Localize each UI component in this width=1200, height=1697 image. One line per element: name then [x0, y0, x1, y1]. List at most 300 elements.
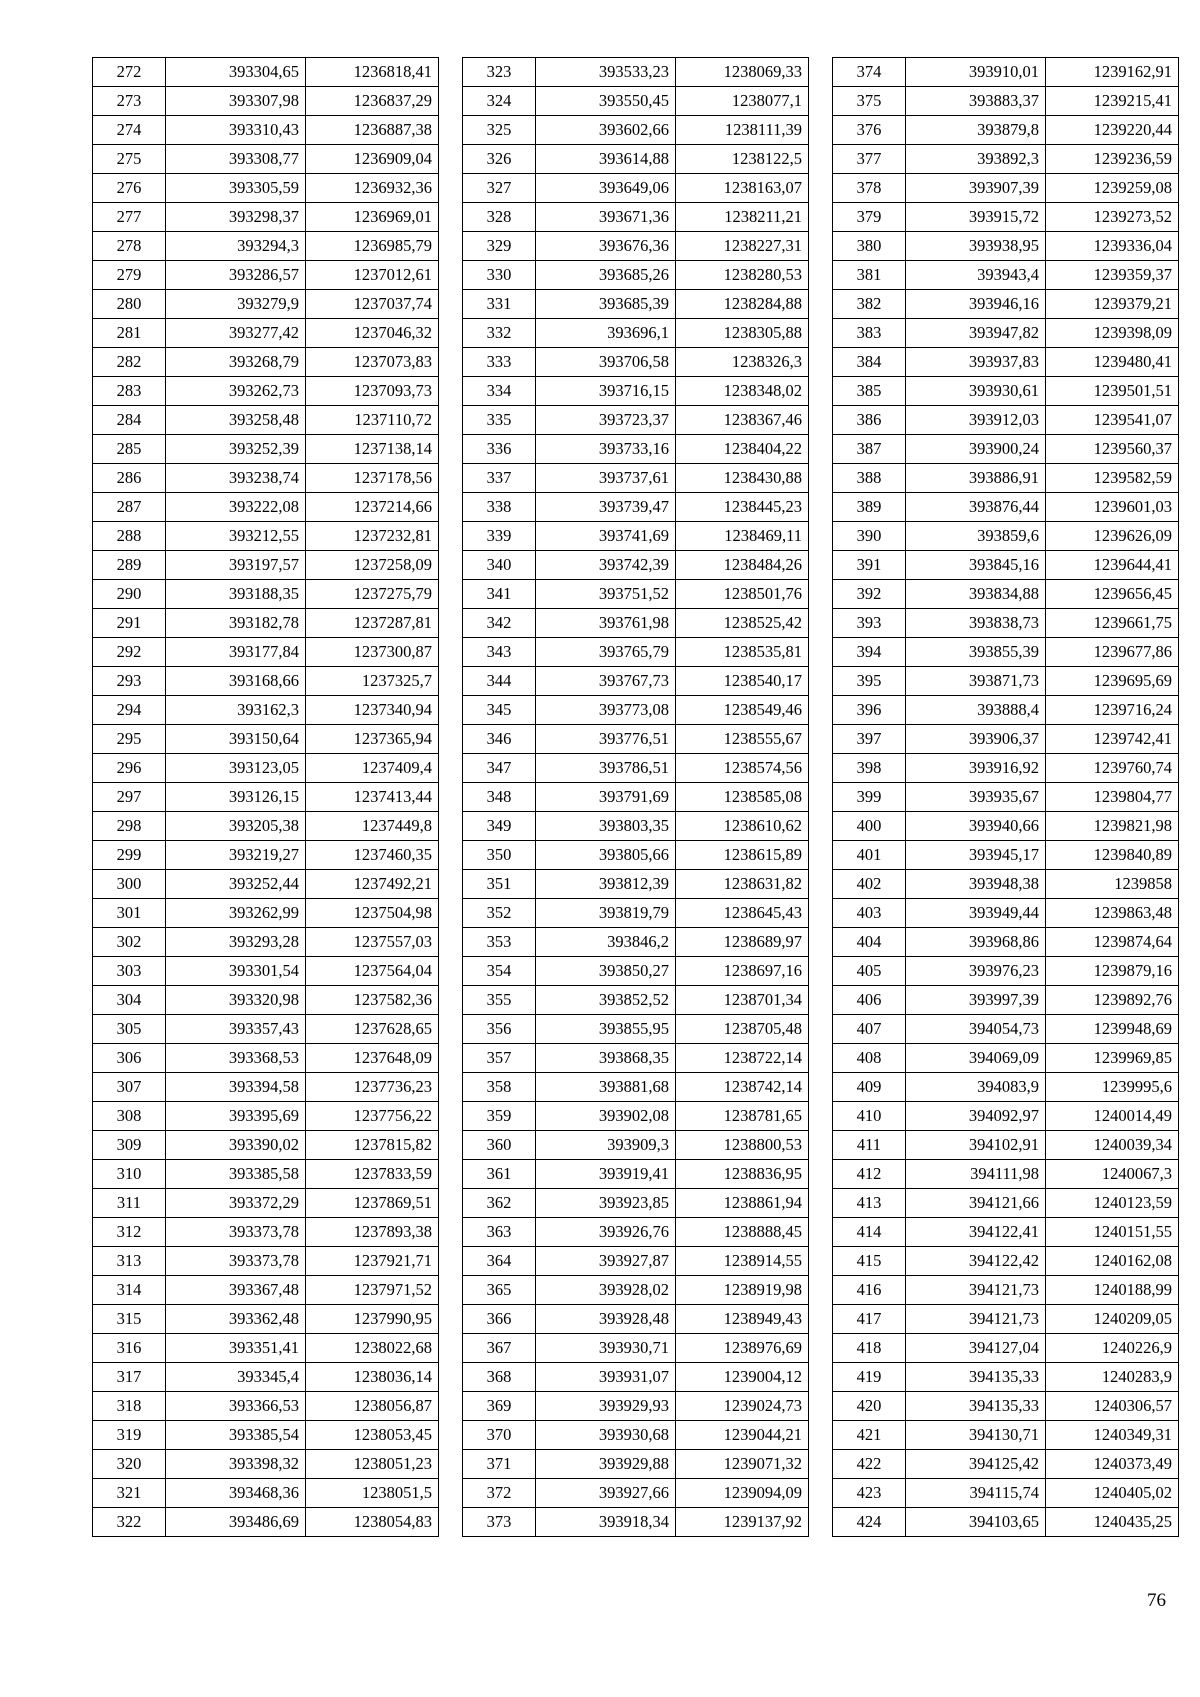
y-coordinate-cell: 1238122,5 [676, 145, 809, 174]
x-coordinate-cell: 394130,71 [906, 1421, 1046, 1450]
point-number-cell: 412 [833, 1160, 906, 1189]
table-row [463, 232, 809, 261]
x-coordinate-cell: 393197,57 [166, 551, 306, 580]
y-coordinate-cell: 1240373,49 [1046, 1450, 1179, 1479]
x-coordinate-cell: 393390,02 [166, 1131, 306, 1160]
table-row [833, 1392, 1179, 1421]
y-coordinate-cell: 1237833,59 [306, 1160, 439, 1189]
table-row [93, 232, 439, 261]
point-number-cell: 330 [463, 261, 536, 290]
table-row [93, 319, 439, 348]
x-coordinate-cell: 393395,69 [166, 1102, 306, 1131]
point-number-cell: 312 [93, 1218, 166, 1247]
point-number-cell: 387 [833, 435, 906, 464]
y-coordinate-cell: 1238701,34 [676, 986, 809, 1015]
table-row [463, 464, 809, 493]
y-coordinate-cell: 1240306,57 [1046, 1392, 1179, 1421]
table-row [833, 1305, 1179, 1334]
point-number-cell: 380 [833, 232, 906, 261]
table-row [833, 1044, 1179, 1073]
point-number-cell: 357 [463, 1044, 536, 1073]
table-row [833, 348, 1179, 377]
x-coordinate-cell: 393362,48 [166, 1305, 306, 1334]
table-row [833, 1102, 1179, 1131]
point-number-cell: 375 [833, 87, 906, 116]
point-number-cell: 285 [93, 435, 166, 464]
y-coordinate-cell: 1238077,1 [676, 87, 809, 116]
x-coordinate-cell: 394125,42 [906, 1450, 1046, 1479]
point-number-cell: 324 [463, 87, 536, 116]
point-number-cell: 417 [833, 1305, 906, 1334]
table-row [833, 1073, 1179, 1102]
point-number-cell: 302 [93, 928, 166, 957]
y-coordinate-cell: 1239560,37 [1046, 435, 1179, 464]
y-coordinate-cell: 1237012,61 [306, 261, 439, 290]
x-coordinate-cell: 393123,05 [166, 754, 306, 783]
table-row [93, 783, 439, 812]
x-coordinate-cell: 393876,44 [906, 493, 1046, 522]
table-row [833, 928, 1179, 957]
y-coordinate-cell: 1239582,59 [1046, 464, 1179, 493]
x-coordinate-cell: 393852,52 [536, 986, 676, 1015]
point-number-cell: 291 [93, 609, 166, 638]
y-coordinate-cell: 1238549,46 [676, 696, 809, 725]
point-number-cell: 359 [463, 1102, 536, 1131]
point-number-cell: 420 [833, 1392, 906, 1421]
y-coordinate-cell: 1239162,91 [1046, 58, 1179, 87]
table-row [463, 116, 809, 145]
x-coordinate-cell: 393533,23 [536, 58, 676, 87]
point-number-cell: 376 [833, 116, 906, 145]
x-coordinate-cell: 393912,03 [906, 406, 1046, 435]
x-coordinate-cell: 393927,87 [536, 1247, 676, 1276]
x-coordinate-cell: 393929,93 [536, 1392, 676, 1421]
table-row [463, 58, 809, 87]
point-number-cell: 348 [463, 783, 536, 812]
table-row [93, 609, 439, 638]
x-coordinate-cell: 394135,33 [906, 1392, 1046, 1421]
y-coordinate-cell: 1238800,53 [676, 1131, 809, 1160]
point-number-cell: 321 [93, 1479, 166, 1508]
y-coordinate-cell: 1238069,33 [676, 58, 809, 87]
table-row [93, 725, 439, 754]
y-coordinate-cell: 1238914,55 [676, 1247, 809, 1276]
point-number-cell: 370 [463, 1421, 536, 1450]
table-row [833, 696, 1179, 725]
y-coordinate-cell: 1237046,32 [306, 319, 439, 348]
point-number-cell: 388 [833, 464, 906, 493]
point-number-cell: 396 [833, 696, 906, 725]
y-coordinate-cell: 1238051,5 [306, 1479, 439, 1508]
point-number-cell: 418 [833, 1334, 906, 1363]
point-number-cell: 356 [463, 1015, 536, 1044]
x-coordinate-cell: 393930,68 [536, 1421, 676, 1450]
point-number-cell: 382 [833, 290, 906, 319]
table-row [833, 1218, 1179, 1247]
point-number-cell: 392 [833, 580, 906, 609]
point-number-cell: 366 [463, 1305, 536, 1334]
table-row [463, 1276, 809, 1305]
point-number-cell: 360 [463, 1131, 536, 1160]
point-number-cell: 384 [833, 348, 906, 377]
point-number-cell: 393 [833, 609, 906, 638]
y-coordinate-cell: 1239804,77 [1046, 783, 1179, 812]
y-coordinate-cell: 1238053,45 [306, 1421, 439, 1450]
point-number-cell: 394 [833, 638, 906, 667]
y-coordinate-cell: 1239094,09 [676, 1479, 809, 1508]
x-coordinate-cell: 393162,3 [166, 696, 306, 725]
coordinates-table-3 [832, 57, 1179, 1537]
table-row [833, 870, 1179, 899]
x-coordinate-cell: 393926,76 [536, 1218, 676, 1247]
table-row [833, 1334, 1179, 1363]
x-coordinate-cell: 393676,36 [536, 232, 676, 261]
y-coordinate-cell: 1238445,23 [676, 493, 809, 522]
y-coordinate-cell: 1237815,82 [306, 1131, 439, 1160]
y-coordinate-cell: 1240123,59 [1046, 1189, 1179, 1218]
x-coordinate-cell: 393222,08 [166, 493, 306, 522]
x-coordinate-cell: 393892,3 [906, 145, 1046, 174]
y-coordinate-cell: 1238585,08 [676, 783, 809, 812]
coordinates-table-2 [462, 57, 809, 1537]
x-coordinate-cell: 393293,28 [166, 928, 306, 957]
y-coordinate-cell: 1236969,01 [306, 203, 439, 232]
point-number-cell: 292 [93, 638, 166, 667]
point-number-cell: 400 [833, 812, 906, 841]
table-row [463, 145, 809, 174]
y-coordinate-cell: 1240014,49 [1046, 1102, 1179, 1131]
y-coordinate-cell: 1238326,3 [676, 348, 809, 377]
x-coordinate-cell: 393791,69 [536, 783, 676, 812]
table-row [463, 986, 809, 1015]
y-coordinate-cell: 1236818,41 [306, 58, 439, 87]
y-coordinate-cell: 1239071,32 [676, 1450, 809, 1479]
point-number-cell: 306 [93, 1044, 166, 1073]
x-coordinate-cell: 393927,66 [536, 1479, 676, 1508]
point-number-cell: 344 [463, 667, 536, 696]
point-number-cell: 409 [833, 1073, 906, 1102]
table-row [463, 1479, 809, 1508]
point-number-cell: 369 [463, 1392, 536, 1421]
y-coordinate-cell: 1238861,94 [676, 1189, 809, 1218]
x-coordinate-cell: 393838,73 [906, 609, 1046, 638]
table-row [833, 1276, 1179, 1305]
x-coordinate-cell: 393706,58 [536, 348, 676, 377]
x-coordinate-cell: 393345,4 [166, 1363, 306, 1392]
x-coordinate-cell: 393385,58 [166, 1160, 306, 1189]
y-coordinate-cell: 1238689,97 [676, 928, 809, 957]
table-row [833, 725, 1179, 754]
x-coordinate-cell: 393168,66 [166, 667, 306, 696]
point-number-cell: 322 [93, 1508, 166, 1537]
x-coordinate-cell: 393997,39 [906, 986, 1046, 1015]
y-coordinate-cell: 1237300,87 [306, 638, 439, 667]
point-number-cell: 318 [93, 1392, 166, 1421]
y-coordinate-cell: 1239840,89 [1046, 841, 1179, 870]
y-coordinate-cell: 1237504,98 [306, 899, 439, 928]
x-coordinate-cell: 393910,01 [906, 58, 1046, 87]
y-coordinate-cell: 1239661,75 [1046, 609, 1179, 638]
table-row [833, 783, 1179, 812]
table-row [463, 580, 809, 609]
y-coordinate-cell: 1240435,25 [1046, 1508, 1179, 1537]
table-row [833, 1508, 1179, 1537]
x-coordinate-cell: 393909,3 [536, 1131, 676, 1160]
table-row [93, 116, 439, 145]
y-coordinate-cell: 1239398,09 [1046, 319, 1179, 348]
y-coordinate-cell: 1239359,37 [1046, 261, 1179, 290]
point-number-cell: 337 [463, 464, 536, 493]
x-coordinate-cell: 393301,54 [166, 957, 306, 986]
point-number-cell: 410 [833, 1102, 906, 1131]
y-coordinate-cell: 1238574,56 [676, 754, 809, 783]
table-row [93, 1015, 439, 1044]
y-coordinate-cell: 1238610,62 [676, 812, 809, 841]
point-number-cell: 345 [463, 696, 536, 725]
table-row [463, 377, 809, 406]
y-coordinate-cell: 1237073,83 [306, 348, 439, 377]
point-number-cell: 300 [93, 870, 166, 899]
x-coordinate-cell: 393928,48 [536, 1305, 676, 1334]
y-coordinate-cell: 1240226,9 [1046, 1334, 1179, 1363]
y-coordinate-cell: 1237492,21 [306, 870, 439, 899]
table-row [833, 1131, 1179, 1160]
x-coordinate-cell: 393751,52 [536, 580, 676, 609]
x-coordinate-cell: 393268,79 [166, 348, 306, 377]
point-number-cell: 336 [463, 435, 536, 464]
y-coordinate-cell: 1237557,03 [306, 928, 439, 957]
x-coordinate-cell: 393915,72 [906, 203, 1046, 232]
point-number-cell: 298 [93, 812, 166, 841]
x-coordinate-cell: 393742,39 [536, 551, 676, 580]
y-coordinate-cell: 1237232,81 [306, 522, 439, 551]
x-coordinate-cell: 393855,39 [906, 638, 1046, 667]
x-coordinate-cell: 393900,24 [906, 435, 1046, 464]
y-coordinate-cell: 1238469,11 [676, 522, 809, 551]
y-coordinate-cell: 1237869,51 [306, 1189, 439, 1218]
table-row [93, 1131, 439, 1160]
point-number-cell: 313 [93, 1247, 166, 1276]
point-number-cell: 416 [833, 1276, 906, 1305]
table-row [93, 1334, 439, 1363]
table-row [93, 464, 439, 493]
table-row [93, 580, 439, 609]
table-row [93, 58, 439, 87]
x-coordinate-cell: 393946,16 [906, 290, 1046, 319]
table-row [93, 145, 439, 174]
point-number-cell: 391 [833, 551, 906, 580]
table-body [463, 58, 809, 1537]
point-number-cell: 332 [463, 319, 536, 348]
point-number-cell: 310 [93, 1160, 166, 1189]
x-coordinate-cell: 393776,51 [536, 725, 676, 754]
y-coordinate-cell: 1238888,45 [676, 1218, 809, 1247]
point-number-cell: 343 [463, 638, 536, 667]
y-coordinate-cell: 1239969,85 [1046, 1044, 1179, 1073]
y-coordinate-cell: 1237736,23 [306, 1073, 439, 1102]
point-number-cell: 276 [93, 174, 166, 203]
x-coordinate-cell: 393258,48 [166, 406, 306, 435]
table-row [833, 1450, 1179, 1479]
table-row [833, 493, 1179, 522]
y-coordinate-cell: 1237275,79 [306, 580, 439, 609]
x-coordinate-cell: 393859,6 [906, 522, 1046, 551]
y-coordinate-cell: 1239716,24 [1046, 696, 1179, 725]
point-number-cell: 405 [833, 957, 906, 986]
x-coordinate-cell: 393723,37 [536, 406, 676, 435]
x-coordinate-cell: 393937,83 [906, 348, 1046, 377]
y-coordinate-cell: 1237340,94 [306, 696, 439, 725]
y-coordinate-cell: 1238645,43 [676, 899, 809, 928]
point-number-cell: 284 [93, 406, 166, 435]
table-row [833, 319, 1179, 348]
y-coordinate-cell: 1238540,17 [676, 667, 809, 696]
y-coordinate-cell: 1239995,6 [1046, 1073, 1179, 1102]
table-row [463, 1131, 809, 1160]
point-number-cell: 325 [463, 116, 536, 145]
x-coordinate-cell: 393294,3 [166, 232, 306, 261]
table-row [833, 174, 1179, 203]
y-coordinate-cell: 1239024,73 [676, 1392, 809, 1421]
x-coordinate-cell: 393845,16 [906, 551, 1046, 580]
x-coordinate-cell: 393949,44 [906, 899, 1046, 928]
y-coordinate-cell: 1238919,98 [676, 1276, 809, 1305]
y-coordinate-cell: 1240151,55 [1046, 1218, 1179, 1247]
y-coordinate-cell: 1238054,83 [306, 1508, 439, 1537]
x-coordinate-cell: 393850,27 [536, 957, 676, 986]
point-number-cell: 385 [833, 377, 906, 406]
point-number-cell: 308 [93, 1102, 166, 1131]
y-coordinate-cell: 1238348,02 [676, 377, 809, 406]
y-coordinate-cell: 1238976,69 [676, 1334, 809, 1363]
point-number-cell: 347 [463, 754, 536, 783]
table-row [463, 87, 809, 116]
y-coordinate-cell: 1238615,89 [676, 841, 809, 870]
point-number-cell: 401 [833, 841, 906, 870]
point-number-cell: 339 [463, 522, 536, 551]
x-coordinate-cell: 393906,37 [906, 725, 1046, 754]
point-number-cell: 368 [463, 1363, 536, 1392]
point-number-cell: 403 [833, 899, 906, 928]
x-coordinate-cell: 393368,53 [166, 1044, 306, 1073]
y-coordinate-cell: 1240067,3 [1046, 1160, 1179, 1189]
x-coordinate-cell: 393968,86 [906, 928, 1046, 957]
table-row [833, 986, 1179, 1015]
point-number-cell: 282 [93, 348, 166, 377]
y-coordinate-cell: 1240349,31 [1046, 1421, 1179, 1450]
y-coordinate-cell: 1238056,87 [306, 1392, 439, 1421]
y-coordinate-cell: 1237178,56 [306, 464, 439, 493]
point-number-cell: 424 [833, 1508, 906, 1537]
point-number-cell: 414 [833, 1218, 906, 1247]
point-number-cell: 335 [463, 406, 536, 435]
table-row [93, 203, 439, 232]
point-number-cell: 377 [833, 145, 906, 174]
y-coordinate-cell: 1238284,88 [676, 290, 809, 319]
table-row [463, 609, 809, 638]
x-coordinate-cell: 394121,66 [906, 1189, 1046, 1218]
table-row [833, 957, 1179, 986]
y-coordinate-cell: 1239948,69 [1046, 1015, 1179, 1044]
point-number-cell: 317 [93, 1363, 166, 1392]
table-row [463, 1450, 809, 1479]
x-coordinate-cell: 393671,36 [536, 203, 676, 232]
x-coordinate-cell: 393938,95 [906, 232, 1046, 261]
x-coordinate-cell: 393286,57 [166, 261, 306, 290]
x-coordinate-cell: 393367,48 [166, 1276, 306, 1305]
y-coordinate-cell: 1239259,08 [1046, 174, 1179, 203]
x-coordinate-cell: 393394,58 [166, 1073, 306, 1102]
point-number-cell: 402 [833, 870, 906, 899]
y-coordinate-cell: 1238022,68 [306, 1334, 439, 1363]
table-row [93, 1247, 439, 1276]
point-number-cell: 307 [93, 1073, 166, 1102]
table-row [833, 522, 1179, 551]
y-coordinate-cell: 1236909,04 [306, 145, 439, 174]
x-coordinate-cell: 393902,08 [536, 1102, 676, 1131]
y-coordinate-cell: 1238280,53 [676, 261, 809, 290]
y-coordinate-cell: 1239336,04 [1046, 232, 1179, 261]
x-coordinate-cell: 393277,42 [166, 319, 306, 348]
x-coordinate-cell: 393945,17 [906, 841, 1046, 870]
y-coordinate-cell: 1239863,48 [1046, 899, 1179, 928]
point-number-cell: 333 [463, 348, 536, 377]
x-coordinate-cell: 393320,98 [166, 986, 306, 1015]
table-row [463, 493, 809, 522]
table-row [93, 261, 439, 290]
x-coordinate-cell: 393886,91 [906, 464, 1046, 493]
x-coordinate-cell: 393947,82 [906, 319, 1046, 348]
y-coordinate-cell: 1238163,07 [676, 174, 809, 203]
y-coordinate-cell: 1239656,45 [1046, 580, 1179, 609]
table-row [93, 1392, 439, 1421]
x-coordinate-cell: 393649,06 [536, 174, 676, 203]
y-coordinate-cell: 1240039,34 [1046, 1131, 1179, 1160]
point-number-cell: 349 [463, 812, 536, 841]
point-number-cell: 358 [463, 1073, 536, 1102]
x-coordinate-cell: 393819,79 [536, 899, 676, 928]
table-row [93, 377, 439, 406]
table-row [463, 870, 809, 899]
x-coordinate-cell: 393550,45 [536, 87, 676, 116]
y-coordinate-cell: 1238781,65 [676, 1102, 809, 1131]
y-coordinate-cell: 1239874,64 [1046, 928, 1179, 957]
table-row [93, 899, 439, 928]
table-row [463, 522, 809, 551]
table-row [93, 1102, 439, 1131]
y-coordinate-cell: 1237258,09 [306, 551, 439, 580]
point-number-cell: 323 [463, 58, 536, 87]
table-row [93, 1276, 439, 1305]
x-coordinate-cell: 393262,73 [166, 377, 306, 406]
table-row [463, 551, 809, 580]
table-row [463, 174, 809, 203]
point-number-cell: 408 [833, 1044, 906, 1073]
y-coordinate-cell: 1238525,42 [676, 609, 809, 638]
table-row [463, 348, 809, 377]
x-coordinate-cell: 394122,42 [906, 1247, 1046, 1276]
x-coordinate-cell: 393786,51 [536, 754, 676, 783]
x-coordinate-cell: 393803,35 [536, 812, 676, 841]
table-row [833, 1189, 1179, 1218]
y-coordinate-cell: 1238501,76 [676, 580, 809, 609]
y-coordinate-cell: 1239644,41 [1046, 551, 1179, 580]
table-row [463, 696, 809, 725]
point-number-cell: 297 [93, 783, 166, 812]
y-coordinate-cell: 1236837,29 [306, 87, 439, 116]
table-row [833, 899, 1179, 928]
point-number-cell: 274 [93, 116, 166, 145]
